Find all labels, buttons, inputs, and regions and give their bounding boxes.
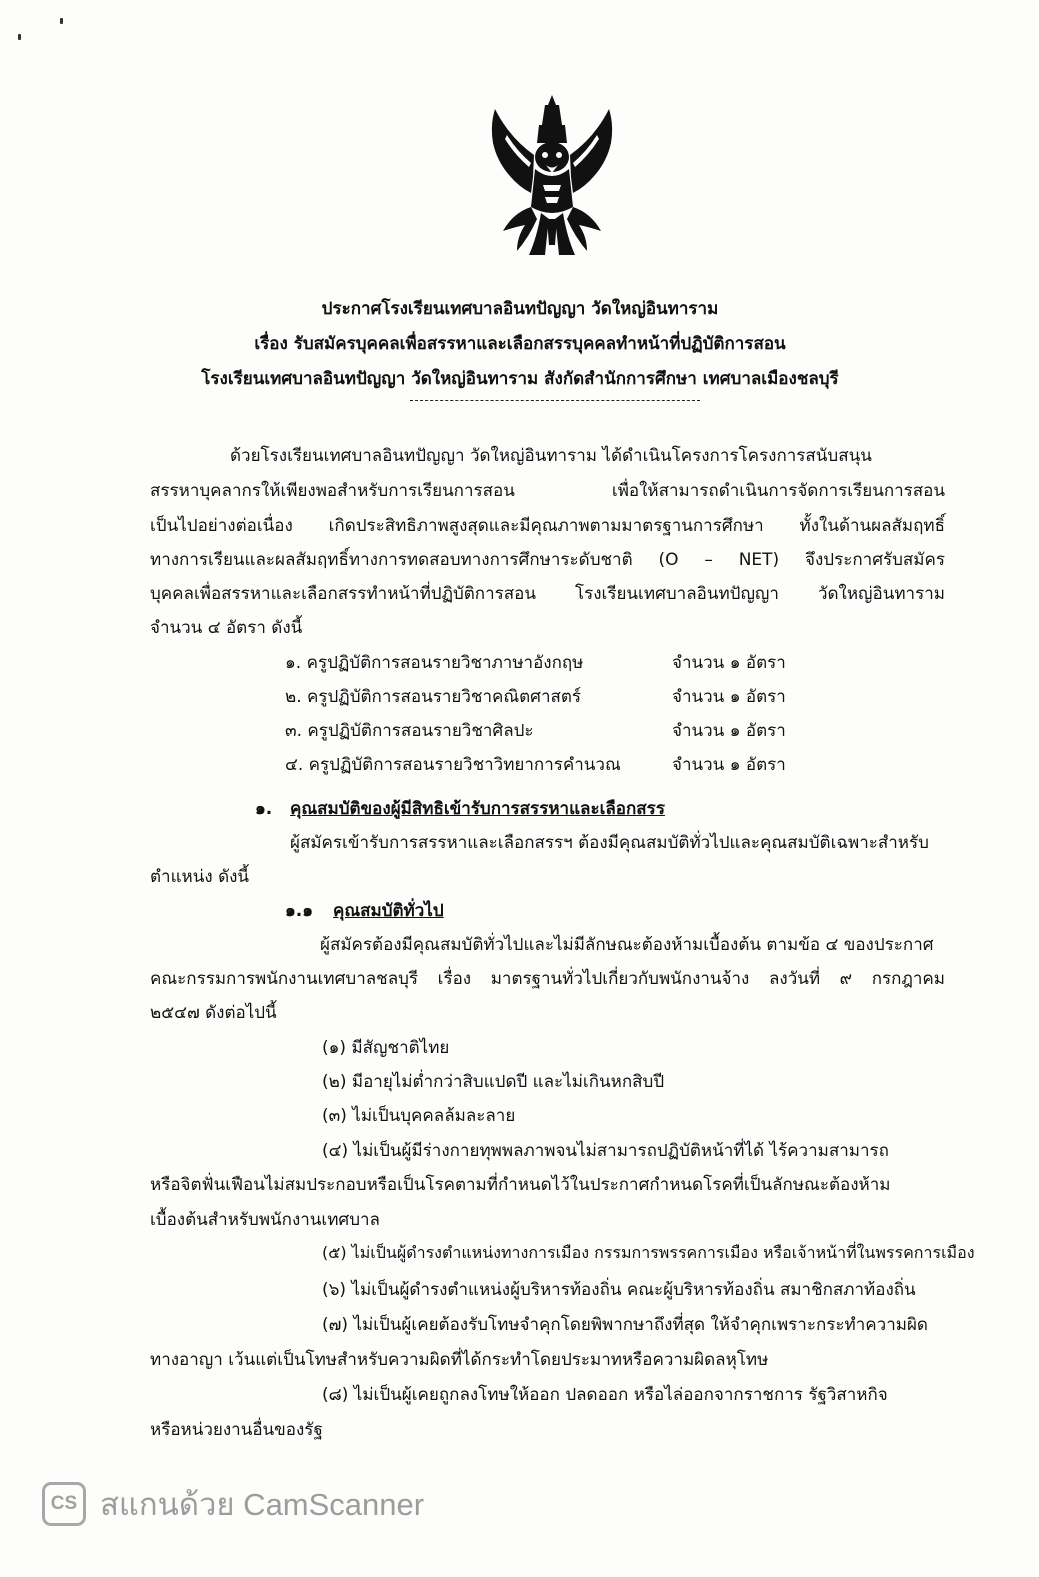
section-number: ๑. [255, 799, 273, 819]
position-title: ๑. ครูปฏิบัติการสอนรายวิชาภาษาอังกฤษ [285, 653, 584, 673]
qualification-item: (๔) ไม่เป็นผู้มีร่างกายทุพพลภาพจนไม่สามารถปฏิบัติหน้าที่ได้ ไร้ความสามารถ [322, 1141, 889, 1161]
position-title: ๔. ครูปฏิบัติการสอนรายวิชาวิทยาการคำนวณ [285, 755, 621, 775]
announcement-title: ประกาศโรงเรียนเทศบาลอินทปัญญา วัดใหญ่อินทาราม [321, 299, 719, 319]
subsection-number: ๑.๑ [285, 901, 314, 921]
intro-line: สรรหาบุคลากรให้เพียงพอสำหรับการเรียนการสอน เพื่อให้สามารถดำเนินการจัดการเรียนการสอน [150, 481, 945, 501]
position-count: จำนวน ๑ อัตรา [672, 755, 786, 775]
qualification-item: (๓) ไม่เป็นบุคคลล้มละลาย [322, 1106, 516, 1126]
section-heading: คุณสมบัติของผู้มีสิทธิเข้ารับการสรรหาและเลือกสรร [290, 799, 665, 819]
position-title: ๒. ครูปฏิบัติการสอนรายวิชาคณิตศาสตร์ [285, 687, 582, 707]
qualification-item: เบื้องต้นสำหรับพนักงานเทศบาล [150, 1210, 380, 1230]
scan-speck [60, 18, 63, 24]
qualification-item: หรือหน่วยงานอื่นของรัฐ [150, 1420, 323, 1440]
garuda-emblem-icon [487, 95, 617, 260]
subsection-body: คณะกรรมการพนักงานเทศบาลชลบุรี เรื่อง มาตรฐานทั่วไปเกี่ยวกับพนักงานจ้าง ลงวันที่ ๙ กรกฎาคม [150, 969, 945, 989]
position-count: จำนวน ๑ อัตรา [672, 687, 786, 707]
camscanner-logo-icon: CS [42, 1482, 86, 1526]
intro-line: จำนวน ๔ อัตรา ดังนี้ [150, 618, 303, 638]
qualification-item: (๖) ไม่เป็นผู้ดำรงตำแหน่งผู้บริหารท้องถิ่น คณะผู้บริหารท้องถิ่น สมาชิกสภาท้องถิ่น [322, 1280, 916, 1300]
announcement-school: โรงเรียนเทศบาลอินทปัญญา วัดใหญ่อินทาราม สังกัดสำนักการศึกษา เทศบาลเมืองชลบุรี [201, 369, 839, 389]
qualification-item: (๕) ไม่เป็นผู้ดำรงตำแหน่งทางการเมือง กรรมการพรรคการเมือง หรือเจ้าหน้าที่ในพรรคการเมือง [322, 1243, 975, 1262]
section-body: ผู้สมัครเข้ารับการสรรหาและเลือกสรรฯ ต้องมีคุณสมบัติทั่วไปและคุณสมบัติเฉพาะสำหรับ [290, 833, 929, 853]
header-divider [410, 400, 700, 401]
intro-line: ด้วยโรงเรียนเทศบาลอินทปัญญา วัดใหญ่อินทาราม ได้ดำเนินโครงการโครงการสนับสนุน [230, 446, 872, 466]
qualification-item: ทางอาญา เว้นแต่เป็นโทษสำหรับความผิดที่ได้กระทำโดยประมาทหรือความผิดลหุโทษ [150, 1350, 769, 1370]
intro-line: เป็นไปอย่างต่อเนื่อง เกิดประสิทธิภาพสูงสุดและมีคุณภาพตามมาตรฐานการศึกษา ทั้งในด้านผลสัมฤทธิ์ [150, 516, 945, 536]
subsection-heading: คุณสมบัติทั่วไป [333, 901, 444, 921]
watermark-text: สแกนด้วย CamScanner [100, 1487, 425, 1522]
position-title: ๓. ครูปฏิบัติการสอนรายวิชาศิลปะ [285, 721, 534, 741]
qualification-item: หรือจิตฟั่นเฟือนไม่สมประกอบหรือเป็นโรคตามที่กำหนดไว้ในประกาศกำหนดโรคที่เป็นลักษณะต้องห้าม [150, 1175, 891, 1195]
intro-line: บุคคลเพื่อสรรหาและเลือกสรรทำหน้าที่ปฏิบัติการสอน โรงเรียนเทศบาลอินทปัญญา วัดใหญ่อินทาราม [150, 584, 945, 604]
announcement-subject: เรื่อง รับสมัครบุคคลเพื่อสรรหาและเลือกสรรบุคคลทำหน้าที่ปฏิบัติการสอน [254, 334, 786, 354]
qualification-item: (๑) มีสัญชาติไทย [322, 1038, 450, 1058]
scan-speck [18, 34, 21, 40]
position-count: จำนวน ๑ อัตรา [672, 721, 786, 741]
subsection-body: ผู้สมัครต้องมีคุณสมบัติทั่วไปและไม่มีลักษณะต้องห้ามเบื้องต้น ตามข้อ ๔ ของประกาศ [320, 935, 934, 955]
qualification-item: (๘) ไม่เป็นผู้เคยถูกลงโทษให้ออก ปลดออก หรือไล่ออกจากราชการ รัฐวิสาหกิจ [322, 1385, 888, 1405]
subsection-body: ๒๕๔๗ ดังต่อไปนี้ [150, 1003, 277, 1023]
intro-line: ทางการเรียนและผลสัมฤทธิ์ทางการทดสอบทางการศึกษาระดับชาติ (O – NET) จึงประกาศรับสมัคร [150, 550, 945, 570]
position-count: จำนวน ๑ อัตรา [672, 653, 786, 673]
camscanner-watermark [42, 1480, 424, 1528]
qualification-item: (๗) ไม่เป็นผู้เคยต้องรับโทษจำคุกโดยพิพากษาถึงที่สุด ให้จำคุกเพราะกระทำความผิด [322, 1315, 928, 1335]
qualification-item: (๒) มีอายุไม่ต่ำกว่าสิบแปดปี และไม่เกินหกสิบปี [322, 1072, 665, 1092]
section-body: ตำแหน่ง ดังนี้ [150, 867, 250, 887]
